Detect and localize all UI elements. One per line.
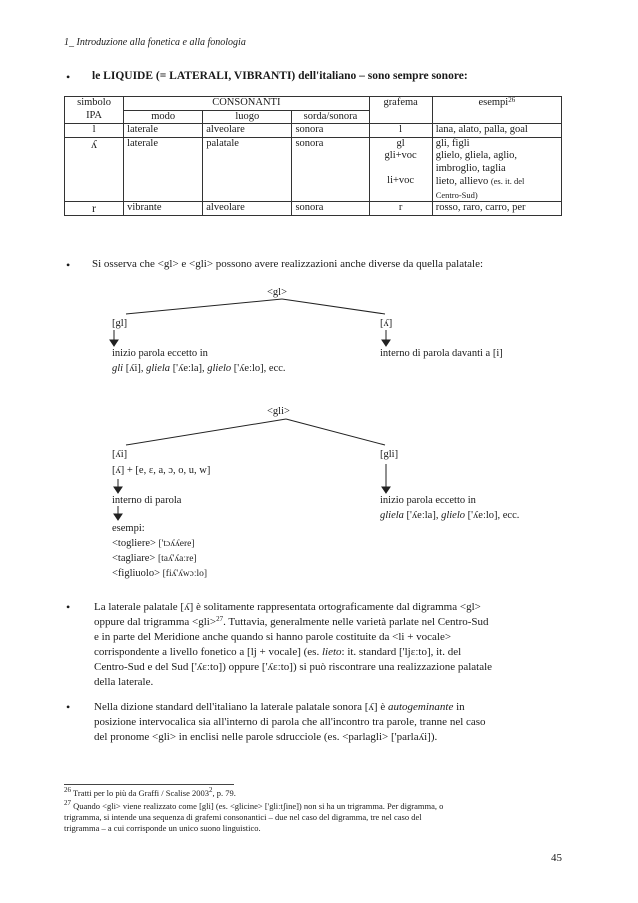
paragraph-dizione-standard: Nella dizione standard dell'italiano la laterale palatale sonora [ʎ] è autogeminante in posizione intervocalica sia all'interno di parola che all'incontro tra parole, tranne nel caso del pronome <gli> in enclisi nelle parole sdrucciole (es. <parlagli> ['parlaʎi]). (94, 701, 486, 743)
section-heading: le LIQUIDE (= LATERALI, VIBRANTI) dell'italiano – sono sempre sonore: (92, 70, 468, 82)
luogo-cell: alveolare (203, 124, 292, 138)
page-number: 45 (551, 852, 562, 864)
esempi-cell: gli, figli glielo, gliela, aglio, imbroglio, taglia lieto, allievo (es. it. del Centro-Sud) (432, 137, 561, 202)
esempi-cell: lana, alato, palla, goal (432, 124, 561, 138)
header-sorda-sonora: sorda/sonora (292, 110, 369, 124)
tree2-example: <togliere> ['tɔʎʎere] (112, 538, 195, 549)
footnote-26: $^{26}$ Tratti per lo più da Graffi / Scalise 2003$^2$, p. 79. (64, 786, 236, 798)
modo-cell: vibrante (124, 202, 203, 216)
sonora-cell: sonora (292, 202, 369, 216)
tree2-esempi-label: esempi: (112, 523, 145, 534)
grafema-cell: r (369, 202, 432, 216)
esempi-cell: rosso, raro, carro, per (432, 202, 561, 216)
tree2-right-desc: inizio parola eccetto in (380, 495, 476, 506)
header-modo: modo (124, 110, 203, 124)
footnote-divider (64, 784, 234, 785)
tree2-left-desc: interno di parola (112, 495, 182, 506)
tree2-right-examples: gliela ['ʎeːla], glielo ['ʎeːlo], ecc. (380, 510, 520, 521)
footnote-27: $^{27}$ Quando <gli> viene realizzato come [gli] (es. <glicine> ['gliːtʃine]) non si ha un trigramma. Per digramma, o trigramma, si intende una sequenza di grafemi consonantici – due nel caso del digramma, tre nel caso del trigramma – a cui corrisponde un unico suono linguistico. (64, 799, 444, 833)
bullet-icon: • (66, 258, 71, 272)
tree2-left-label-1: [ʎi] (112, 449, 128, 460)
bullet-icon: • (66, 700, 71, 714)
modo-cell: laterale (124, 137, 203, 202)
header-simbolo: simbolo IPA (65, 97, 124, 124)
bullet-icon: • (66, 70, 71, 84)
grafema-cell: l (369, 124, 432, 138)
running-header: 1_ Introduzione alla fonetica e alla fonologia (64, 37, 246, 48)
header-esempi: esempi$^{26}$ (432, 97, 561, 124)
tree2-example: <figliuolo> [fiʎ'ʎwɔːlo] (112, 568, 208, 579)
tree2-right-label: [gli] (380, 449, 399, 460)
ipa-symbol: ʎ (65, 137, 124, 202)
sonora-cell: sonora (292, 137, 369, 202)
tree1-left-examples: gli [ʎi], gliela ['ʎeːla], glielo ['ʎeːlo], ecc. (112, 363, 286, 374)
paragraph-laterale-palatale: La laterale palatale [ʎ] è solitamente rappresentata ortograficamente dal digramma <gl> oppure dal trigramma <gli>$^{27}$. Tuttavia, generalmente nelle varietà parlate nel Centro-Sud e in parte del Meridione anche quando si hanno parole costituite da <li + vocale> corrispondente a livello fonetico a [lj + vocale] (es. lieto: it. standard ['ljɛːto], it. del Centro-Sud e del Sud ['ʎɛːto]) oppure ['ʎɛːto]) si può riscontrare una realizzazione palatale della laterale. (94, 601, 493, 688)
ipa-symbol: l (65, 124, 124, 138)
tree1-left-label: [gl] (112, 318, 128, 329)
sonora-cell: sonora (292, 124, 369, 138)
tree1-right-desc: interno di parola davanti a [i] (380, 348, 503, 359)
luogo-cell: palatale (203, 137, 292, 202)
luogo-cell: alveolare (203, 202, 292, 216)
bullet-text: Si osserva che <gl> e <gli> possono avere realizzazioni anche diverse da quella palatale: (92, 258, 484, 270)
tree2-left-label-2: [ʎ] + [e, ɛ, a, ɔ, o, u, w] (112, 465, 211, 476)
header-luogo: luogo (203, 110, 292, 124)
tree1-left-desc: inizio parola eccetto in (112, 348, 208, 359)
grafema-cell: gl gli+voc li+voc (369, 137, 432, 202)
bullet-icon: • (66, 600, 71, 614)
tree2-example: <tagliare> [taʎ'ʎaːre] (112, 553, 197, 564)
header-consonanti: CONSONANTI (124, 97, 369, 111)
tree1-root: <gl> (267, 287, 288, 298)
tree1-right-label: [ʎ] (380, 318, 393, 329)
ipa-symbol: r (65, 202, 124, 216)
tree2-root: <gli> (267, 406, 290, 417)
modo-cell: laterale (124, 124, 203, 138)
header-grafema: grafema (369, 97, 432, 124)
